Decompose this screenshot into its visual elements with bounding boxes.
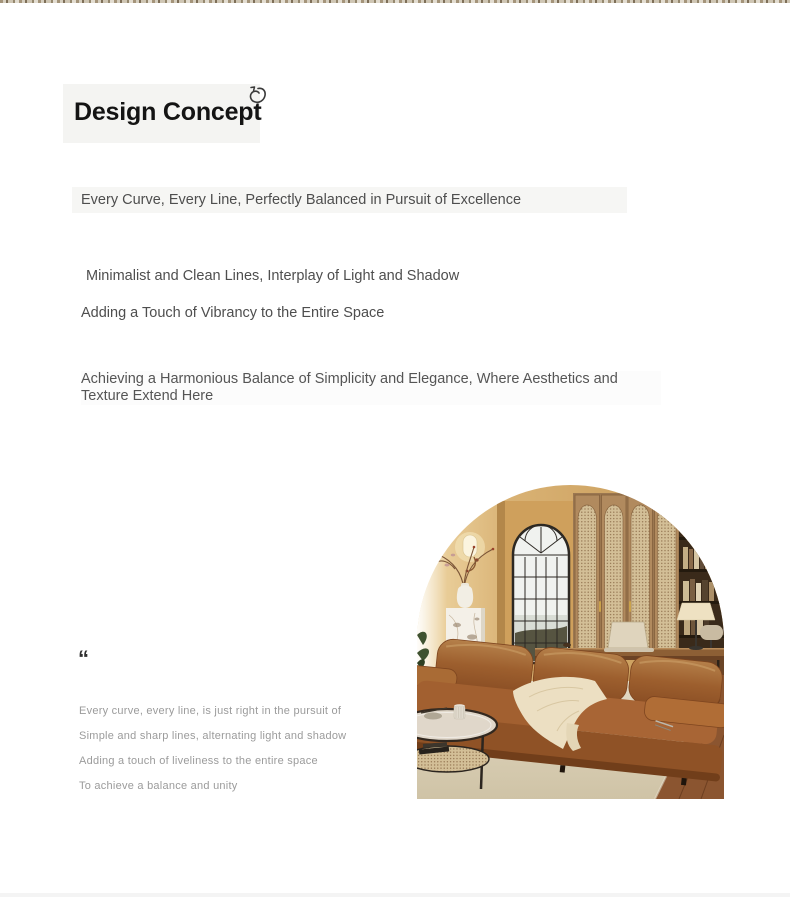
quote-line: To achieve a balance and unity [79,780,238,792]
intro-line-1-box [72,187,627,213]
quote-block [79,705,346,805]
intro-paragraph-line-2: Texture Extend Here [81,388,214,404]
intro-line-3: Adding a Touch of Vibrancy to the Entire Space [81,305,385,321]
swirl-doodle-icon [245,84,269,108]
living-room-illustration [417,485,724,799]
intro-paragraph [81,371,661,405]
quote-line: Simple and sharp lines, alternating light and shadow [79,730,347,742]
cropped-image-strip-top [0,0,790,3]
page-title: Design Concept [74,98,262,126]
section-divider-strip-bottom [0,893,790,897]
quote-line: Adding a touch of liveliness to the entire space [79,755,318,767]
living-room-photo [417,485,724,799]
quote-line: Every curve, every line, is just right in the pursuit of [79,705,342,717]
intro-line-1: Every Curve, Every Line, Perfectly Balanced in Pursuit of Excellence [81,192,522,208]
intro-paragraph-line-1: Achieving a Harmonious Balance of Simplicity and Elegance, Where Aesthetics and [81,371,618,387]
quote-mark: “ [78,646,89,671]
desk-chair [700,625,723,640]
intro-line-2: Minimalist and Clean Lines, Interplay of Light and Shadow [86,268,460,284]
